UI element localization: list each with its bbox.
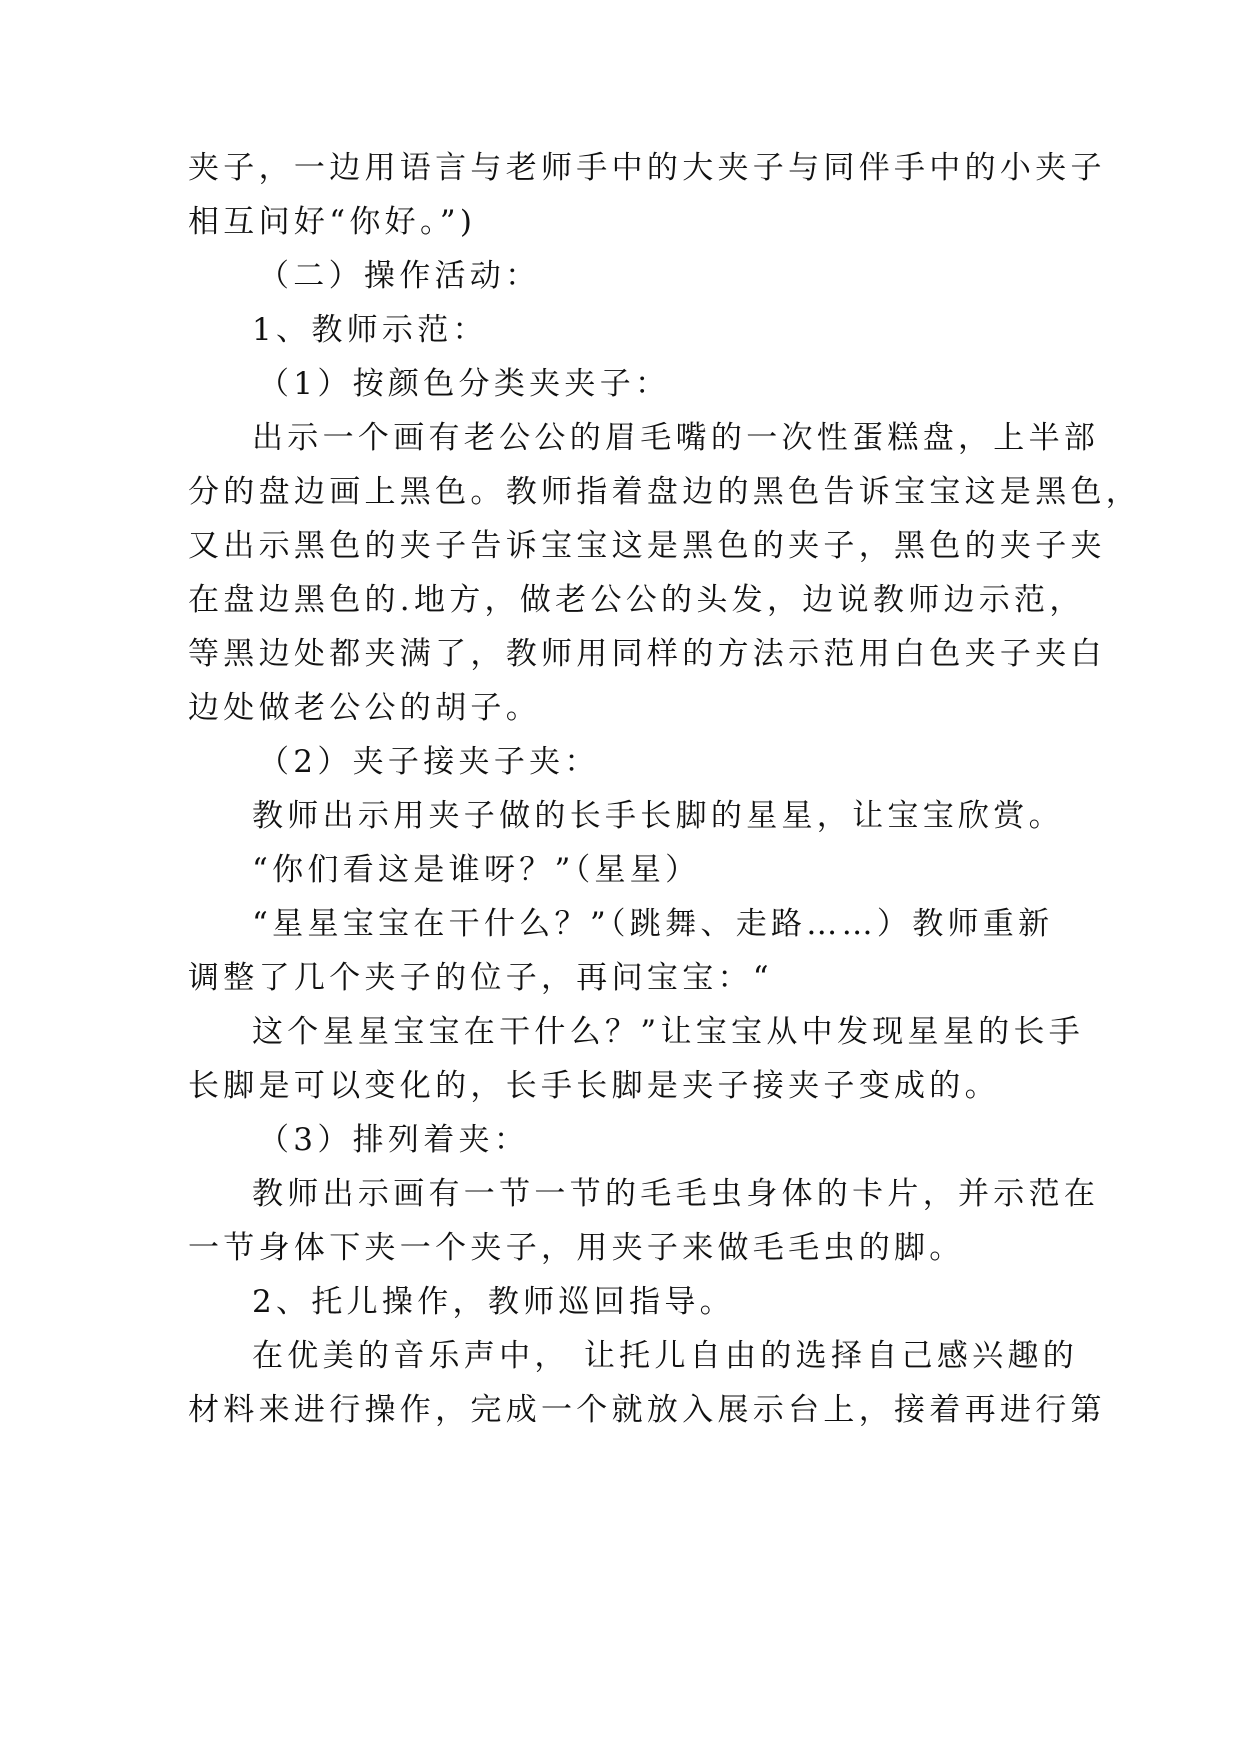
text-line: 教师出示画有一节一节的毛毛虫身体的卡片，并示范在 <box>252 1176 1100 1212</box>
text-line: “你们看这是谁呀？”（星星） <box>252 852 701 888</box>
text-line: 边处做老公公的胡子。 <box>188 690 541 726</box>
subsection-heading: 1、教师示范： <box>252 312 488 348</box>
text-line: 分的盘边画上黑色。教师指着盘边的黑色告诉宝宝这是黑色， <box>188 474 1142 510</box>
text-line: 这个星星宝宝在干什么？”让宝宝从中发现星星的长手 <box>252 1014 1085 1050</box>
text-line: 教师出示用夹子做的长手长脚的星星，让宝宝欣赏。 <box>252 798 1064 834</box>
subsection-heading: （1）按颜色分类夹夹子： <box>258 366 671 402</box>
subsection-heading: 2、托儿操作，教师巡回指导。 <box>252 1284 735 1320</box>
text-line: 夹子，一边用语言与老师手中的大夹子与同伴手中的小夹子 <box>188 150 1106 186</box>
subsection-heading: （2）夹子接夹子夹： <box>258 744 600 780</box>
text-line: 长脚是可以变化的，长手长脚是夹子接夹子变成的。 <box>188 1068 1000 1104</box>
text-line: 材料来进行操作，完成一个就放入展示台上，接着再进行第 <box>188 1392 1106 1428</box>
text-line: 出示一个画有老公公的眉毛嘴的一次性蛋糕盘，上半部 <box>252 420 1100 456</box>
text-line: 等黑边处都夹满了，教师用同样的方法示范用白色夹子夹白 <box>188 636 1106 672</box>
text-line: 一节身体下夹一个夹子，用夹子来做毛毛虫的脚。 <box>188 1230 965 1266</box>
text-line: 在盘边黑色的.地方，做老公公的头发，边说教师边示范， <box>188 582 1085 618</box>
subsection-heading: （3）排列着夹： <box>258 1122 530 1158</box>
text-line: 相互问好“你好。”) <box>188 204 477 240</box>
section-heading: （二）操作活动： <box>258 258 541 294</box>
text-line: “星星宝宝在干什么？”（跳舞、走路……）教师重新 <box>252 906 1054 942</box>
text-line: 在优美的音乐声中， 让托儿自由的选择自己感兴趣的 <box>252 1338 1079 1374</box>
text-line: 调整了几个夹子的位子，再问宝宝：“ <box>188 960 773 996</box>
text-line: 又出示黑色的夹子告诉宝宝这是黑色的夹子，黑色的夹子夹 <box>188 528 1106 564</box>
